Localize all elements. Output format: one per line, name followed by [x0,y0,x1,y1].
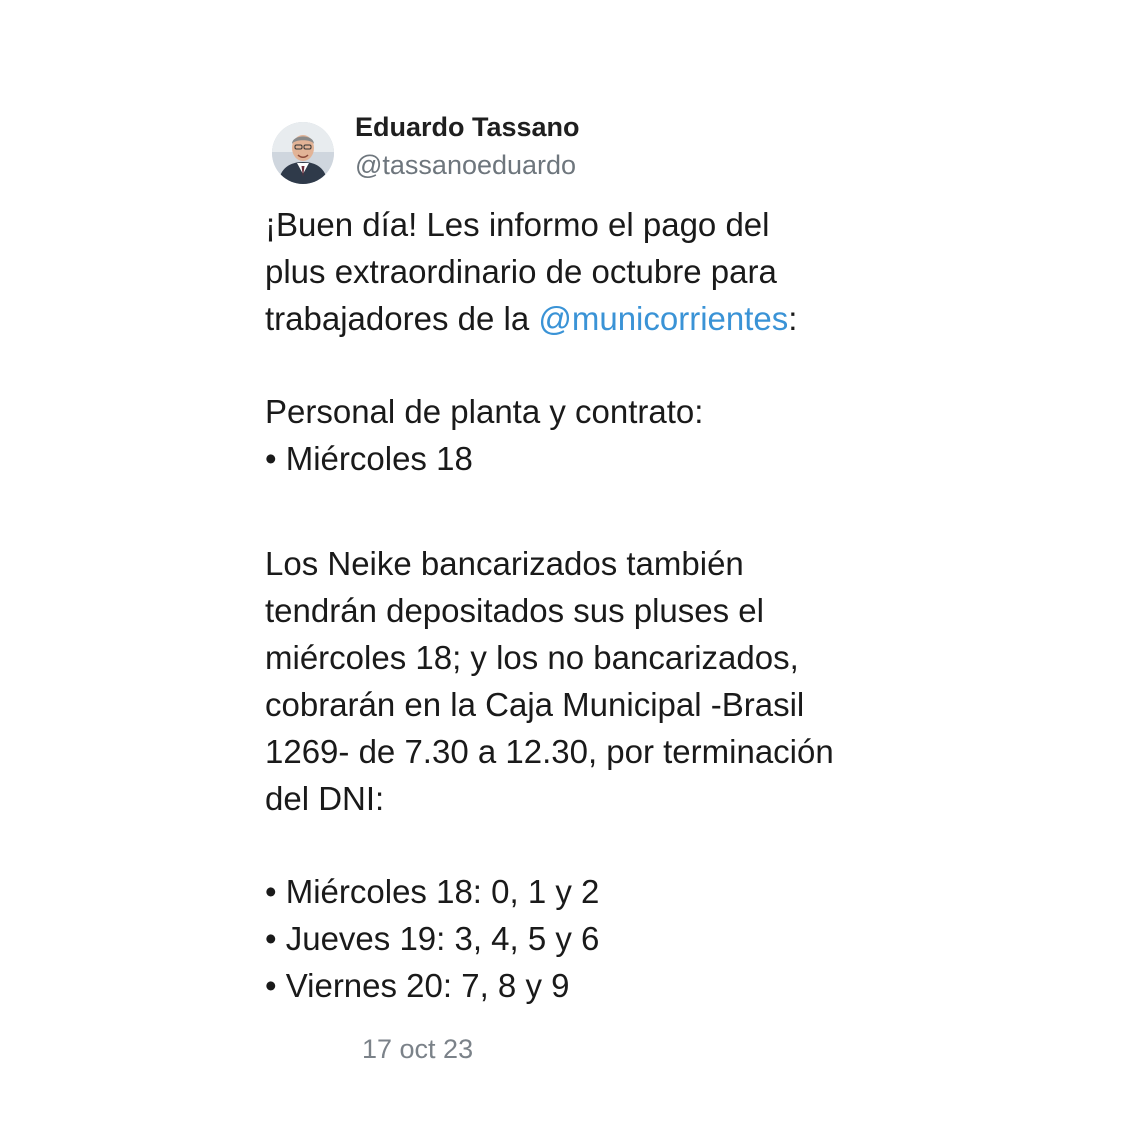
tweet-text-segment: trabajadores de la [265,300,539,337]
tweet-text-line [265,299,797,339]
author-name[interactable]: Eduardo Tassano [355,112,580,142]
tweet-text-line: cobrarán en la Caja Municipal -Brasil [265,686,805,723]
schedule-item: • Miércoles 18: 0, 1 y 2 [265,873,600,910]
tweet-text-line: del DNI: [265,780,385,817]
tweet-text-line: plus extraordinario de octubre para [265,253,777,290]
schedule-item: • Jueves 19: 3, 4, 5 y 6 [265,920,600,957]
staff-date: • Miércoles 18 [265,440,473,477]
tweet-text-line: miércoles 18; y los no bancarizados, [265,639,799,676]
tweet-text-line: 1269- de 7.30 a 12.30, por terminación [265,733,834,770]
tweet-text-line: tendrán depositados sus pluses el [265,592,764,629]
schedule-item: • Viernes 20: 7, 8 y 9 [265,967,570,1004]
tweet-timestamp[interactable]: 17 oct 23 [362,1034,474,1064]
staff-heading: Personal de planta y contrato: [265,393,704,430]
mention-link[interactable]: @municorrientes [538,300,789,337]
author-handle[interactable]: @tassanoeduardo [355,150,577,180]
tweet-text-segment: : [788,300,798,337]
tweet-text-line: Los Neike bancarizados también [265,545,744,582]
profile-photo-icon [272,122,334,184]
tweet-text-line: ¡Buen día! Les informo el pago del [265,206,770,243]
avatar[interactable] [272,122,334,184]
